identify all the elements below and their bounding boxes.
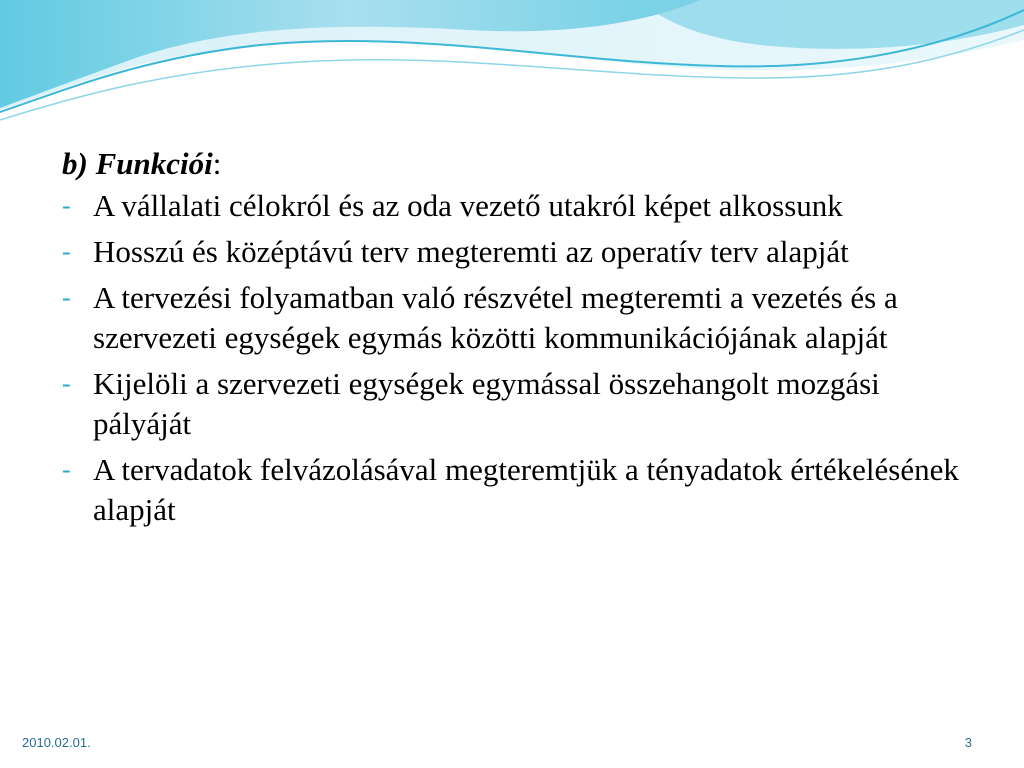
bullet-item [62,186,962,226]
bullet-item [62,450,962,530]
bullet-text: A vállalati célokról és az oda vezető utakról képet alkossunk [93,188,843,223]
bullet-item [62,364,962,444]
bullet-text: A tervadatok felvázolásával megteremtjük a tényadatok értékelésének alapját [93,452,959,527]
bullet-text: Kijelöli a szervezeti egységek egymással összehangolt mozgási pályáját [93,366,880,441]
bullet-text: A tervezési folyamatban való részvétel megteremti a vezetés és a szervezeti egységek egymás közötti kommunikációjának alapját [93,280,898,355]
bullet-text: Hosszú és középtávú terv megteremti az operatív terv alapját [93,234,849,269]
heading-label: b) Funkciói [62,146,213,181]
bullet-marker: - [62,455,71,484]
footer-page-number: 3 [964,735,972,750]
bullet-marker: - [62,191,71,220]
bullet-marker: - [62,237,71,266]
bullet-list [62,186,962,530]
bullet-marker: - [62,369,71,398]
decorative-wave-header [0,0,1024,130]
slide-content [62,144,962,536]
slide-heading [62,144,962,184]
heading-suffix: : [212,146,222,181]
bullet-item [62,232,962,272]
bullet-marker: - [62,283,71,312]
bullet-item [62,278,962,358]
footer-date: 2010.02.01. [22,735,91,750]
